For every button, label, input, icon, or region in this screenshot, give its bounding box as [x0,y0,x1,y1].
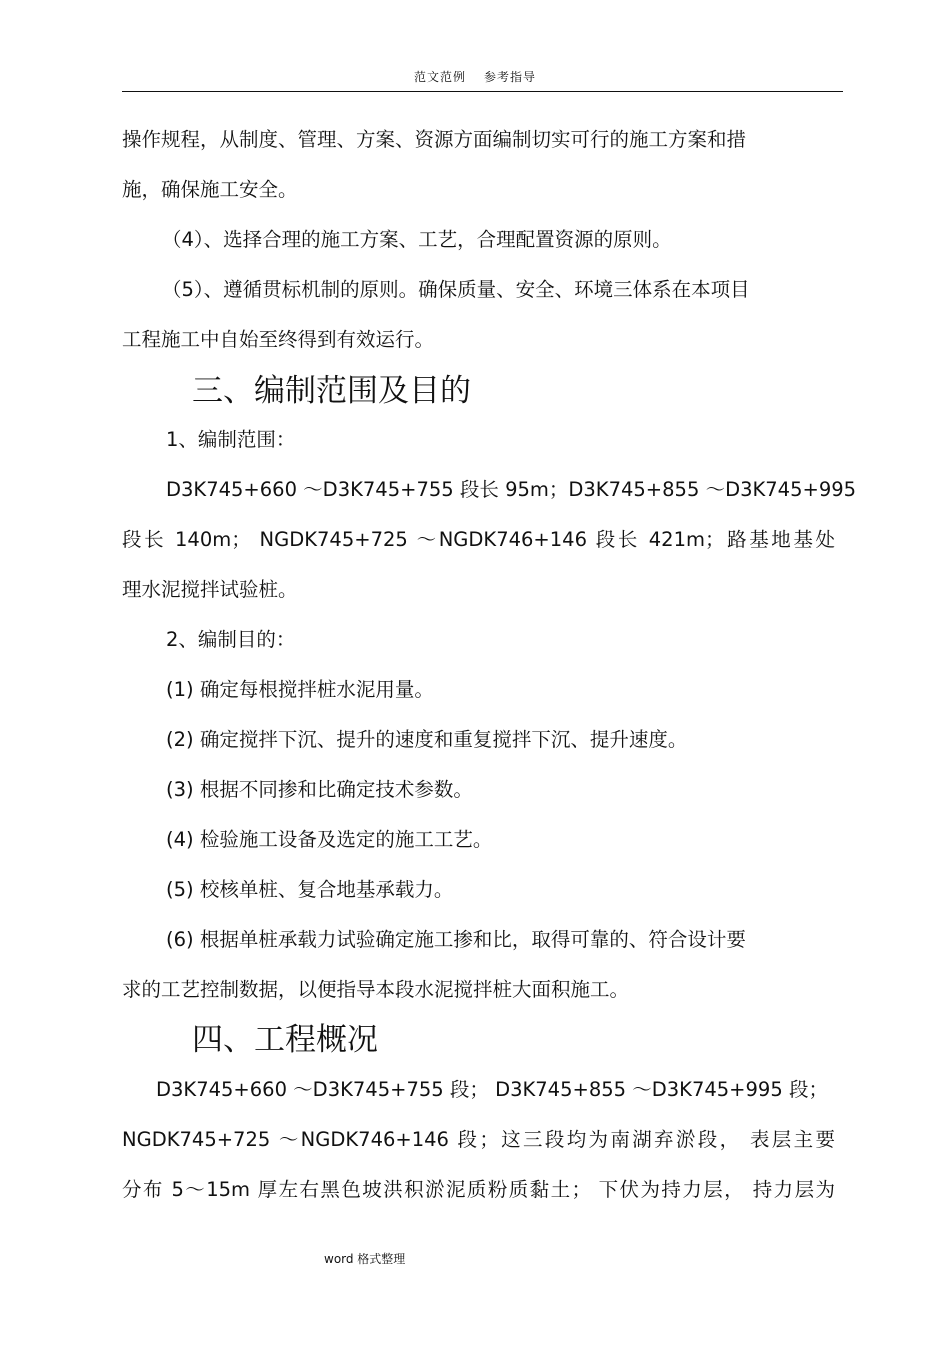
list-item: (4) 检验施工设备及选定的施工工艺。 [166,828,493,851]
section-heading-3: 三、编制范围及目的 [192,373,471,409]
body-line: NGDK745+725 ～NGDK746+146 段；这三段均为南湖弃淤段， 表层主要 [122,1128,835,1151]
body-line: D3K745+660 ～D3K745+755 段； D3K745+855 ～D3K745+995 段； [156,1078,828,1101]
body-line: 求的工艺控制数据，以便指导本段水泥搅拌桩大面积施工。 [122,978,630,1001]
list-item: (5) 校核单桩、复合地基承载力。 [166,878,454,901]
page-footer: word 格式整理 [324,1252,406,1266]
section-heading-4: 四、工程概况 [192,1022,378,1058]
body-line: （4）、选择合理的施工方案、工艺，合理配置资源的原则。 [162,228,672,251]
list-item: (3) 根据不同掺和比确定技术参数。 [166,778,473,801]
body-line: D3K745+660 ～D3K745+755 段长 95m；D3K745+855 ～D3K745+995 [166,478,857,501]
body-line: 理水泥搅拌试验桩。 [122,578,298,601]
page-header [0,68,950,85]
body-line: 段长 140m； NGDK745+725 ～NGDK746+146 段长 421m；路基地基处 [122,528,835,551]
body-line: 施，确保施工安全。 [122,178,298,201]
list-item: (1) 确定每根搅拌桩水泥用量。 [166,678,434,701]
subheading: 1、编制范围： [166,428,296,451]
body-line: 分布 5～15m 厚左右黑色坡洪积淤泥质粉质黏土； 下伏为持力层， 持力层为 [122,1178,835,1201]
subheading: 2、编制目的： [166,628,296,651]
header-left-text: 范文范例 [413,70,466,84]
list-item: (2) 确定搅拌下沉、提升的速度和重复搅拌下沉、提升速度。 [166,728,688,751]
body-line: 工程施工中自始至终得到有效运行。 [122,328,435,351]
list-item: (6) 根据单桩承载力试验确定施工掺和比，取得可靠的、符合设计要 [166,928,746,951]
body-line: 操作规程，从制度、管理、方案、资源方面编制切实可行的施工方案和措 [122,128,747,151]
header-right-text: 参考指导 [484,70,537,84]
body-line: （5）、遵循贯标机制的原则。确保质量、安全、环境三体系在本项目 [162,278,750,301]
header-rule [122,91,843,92]
